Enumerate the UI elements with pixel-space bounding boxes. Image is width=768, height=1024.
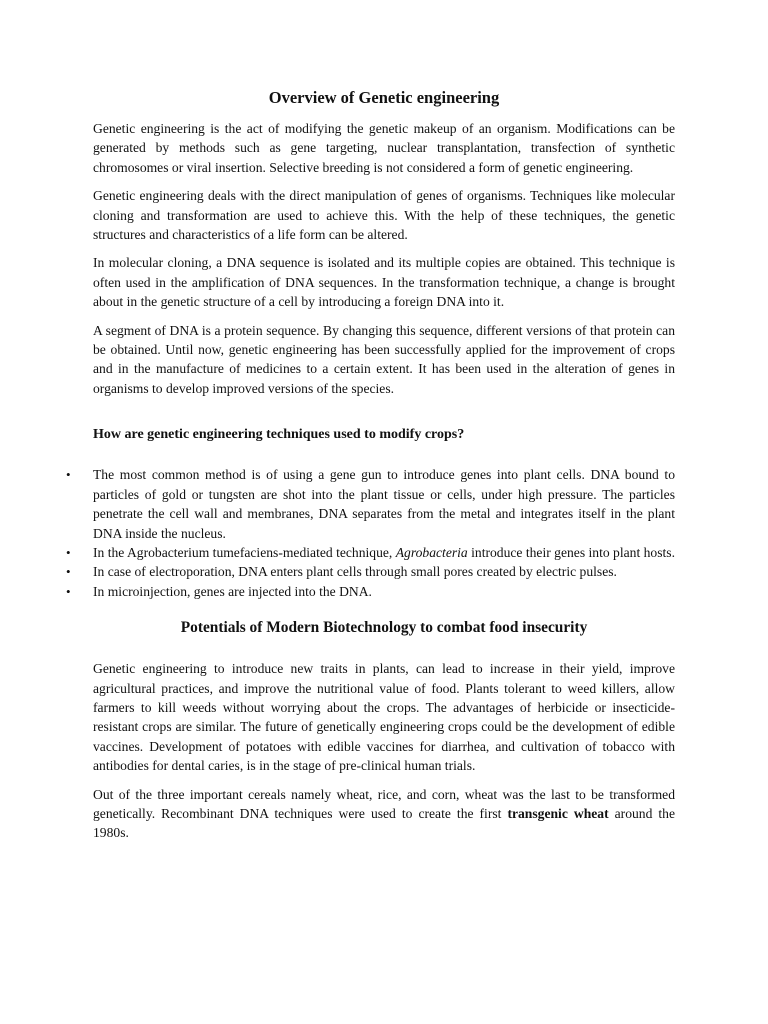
transgenic-wheat-bold: transgenic wheat (507, 805, 609, 821)
list-item-agrobacterium (66, 543, 675, 562)
paragraph-molecular-cloning: In molecular cloning, a DNA sequence is isolated and its multiple copies are obtained. This technique is often used in the amplification of DNA sequences. In the transformation technique, a change is brought about in the genetic structure of a cell by introducing a foreign DNA into it. (93, 255, 675, 310)
list-item-text: In the Agrobacterium tumefaciens-mediated technique, (93, 544, 396, 560)
section-heading-biotechnology: Potentials of Modern Biotechnology to combat food insecurity (180, 619, 588, 637)
paragraph-dna-segment: A segment of DNA is a protein sequence. By changing this sequence, different versions of that protein can be obtained. Until now, genetic engineering has been successfully applied for the improvement of crops and in the manufacture of medicines to a certain extent. It has been used in the alteration of genes in organisms to develop improved versions of the species. (93, 322, 675, 396)
paragraph-text-cont: around the 1980s. (93, 805, 676, 841)
paragraph-cereals (93, 785, 675, 843)
list-item-microinjection (66, 582, 675, 601)
list-item-gene-gun (66, 465, 675, 543)
list-item-text: In microinjection, genes are injected into the DNA. (93, 583, 372, 599)
agrobacteria-italic: Agrobacteria (395, 544, 468, 560)
paragraph-intro: Genetic engineering is the act of modifying the genetic makeup of an organism. Modifications can be generated by methods such as gene targeting, nuclear transplantation, transfection of synthetic chromosomes or viral insertion. Selective breeding is not considered a form of genetic engineering. (93, 121, 675, 175)
paragraph-text: Out of the three important cereals namely wheat, rice, and corn, wheat was the last to be transformed genetically. Recombinant DNA techniques were used to create the first (93, 786, 675, 821)
crop-techniques-list (66, 465, 675, 601)
crops-question-heading: How are genetic engineering techniques used to modify crops? (93, 427, 465, 443)
paragraph-techniques: Genetic engineering deals with the direct manipulation of genes of organisms. Techniques like molecular cloning and transformation are used to achieve this. With the help of these techniques, the genetic structures and characteristics of a life form can be altered. (93, 188, 675, 243)
list-item-text-cont: introduce their genes into plant hosts. (467, 544, 675, 560)
list-item-text: In case of electroporation, DNA enters plant cells through small pores created by electric pulses. (93, 564, 617, 580)
bullet-icon: • (66, 467, 71, 483)
bullet-icon: • (66, 583, 71, 599)
bullet-icon: • (66, 564, 71, 580)
list-item-electroporation (66, 562, 675, 581)
paragraph-new-traits: Genetic engineering to introduce new traits in plants, can lead to increase in their yield, improve agricultural practices, and improve the nutritional value of food. Plants tolerant to weed killers, allow farmers to kill weeds without worrying about the crops. The advantages of herbicide or insecticide-resistant crops are similar. The future of genetically engineering crops could be the development of edible vaccines. Development of potatoes with edible vaccines for diarrhea, and cultivation of tobacco with antibodies for dental caries, is in the stage of pre-clinical human trials. (93, 661, 675, 774)
list-item-text: The most common method is of using a gene gun to introduce genes into plant cells. DNA bound to particles of gold or tungsten are shot into the plant tissue or cells, under high pressure. The particles penetrate the cell wall and membranes, DNA separates from the metal and integrates itself in the plant DNA inside the nucleus. (93, 467, 675, 541)
bullet-icon: • (66, 544, 71, 560)
page-title: Overview of Genetic engineering (268, 88, 500, 107)
document-body (66, 87, 676, 852)
